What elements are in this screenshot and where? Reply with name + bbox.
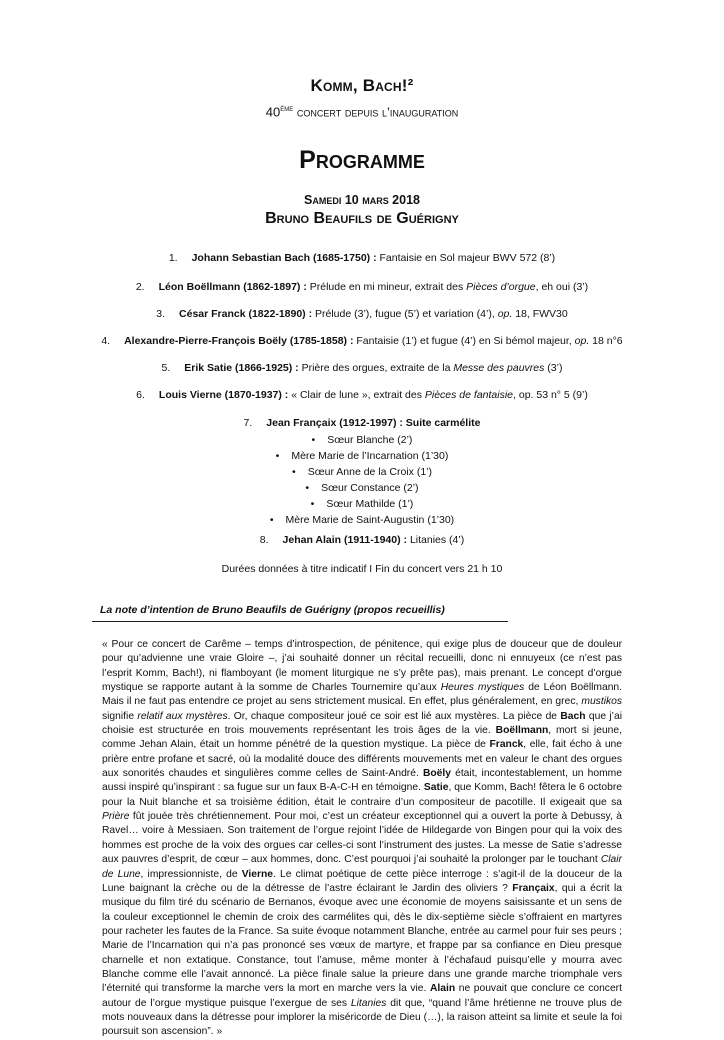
- text-run-italic: Clair de Lune: [102, 854, 622, 880]
- text-run: . Or, chaque compositeur joué ce soir est lié aux mystères. La pièce de: [227, 710, 561, 722]
- suite-movement: • Sœur Constance (2’): [0, 480, 724, 496]
- text-run-bold: Vierne: [241, 868, 274, 880]
- item-work-end: 18, FWV30: [512, 308, 568, 320]
- item-work: Prélude (3’), fugue (5’) et variation (4’),: [312, 308, 498, 320]
- item-number: 6.: [136, 389, 145, 401]
- programme-item-8: [0, 534, 724, 546]
- suite-movement: • Sœur Mathilde (1’): [0, 496, 724, 512]
- concert-title: Komm, Bach!²: [310, 76, 414, 95]
- programme-heading: Programme: [299, 146, 425, 174]
- text-run: ne pouvait que conclure ce concert autour de l’orgue mystique puisque l’exergue de ses: [102, 983, 622, 1009]
- item-work-end: , eh oui (3’): [535, 281, 589, 293]
- text-run: , que Komm, Bach! fêtera le 6 octobre pour la Nuit blanche et sa troisième édition, était le contraire d’un compositeur de pacotille. Il exigeait que sa: [102, 782, 622, 808]
- suite-movement: • Mère Marie de l’Incarnation (1’30): [0, 448, 724, 464]
- item-number: 7.: [243, 417, 253, 429]
- subtitle-ordinal: 40: [265, 104, 281, 120]
- item-number: 2.: [135, 281, 145, 293]
- item-work: Prélude en mi mineur, extrait des: [306, 281, 467, 293]
- item-work: « Clair de lune », extrait des: [288, 389, 425, 401]
- text-run-italic: relatif aux mystères: [137, 710, 228, 722]
- text-run-bold: Satie: [423, 782, 449, 794]
- programme-item-6: [0, 389, 724, 401]
- heading-divider: [92, 621, 508, 622]
- item-work: Fantaisie (1’) et fugue (4’) en Si bémol majeur,: [353, 335, 575, 347]
- text-run-italic: Heures mystiques: [440, 682, 525, 694]
- text-run: signifie: [102, 710, 138, 722]
- text-run: . Le climat poétique de cette pièce interroge : s’agit-il de la douceur de la Lune baignant la crèche ou de la détresse de l’astre éclairant le Jardin des oliviers ?: [102, 868, 623, 894]
- text-run-bold: Boëly: [422, 768, 451, 780]
- item-work: Fantaisie en Sol majeur BWV 572 (8’): [376, 252, 556, 264]
- text-run: , impressionniste, de: [140, 868, 242, 880]
- item-work-end: (3’): [544, 362, 563, 374]
- item-number: 8.: [259, 534, 269, 546]
- item-work-end: 18 n°6: [589, 335, 623, 347]
- text-run-bold: Françaix: [512, 882, 555, 894]
- text-run: que j’ai choisie est structurée en trois mouvements représentant les trois âges de la vie.: [102, 710, 622, 737]
- item-number: 5.: [161, 362, 171, 374]
- programme-item-4: [0, 335, 724, 347]
- item-number: 4.: [101, 335, 111, 347]
- text-run: était, incontestablement, un homme aussi inspiré qu’inspirant : sa fugue sur un faux B-A-C-H en témoigne.: [102, 768, 622, 794]
- text-run-bold: Boëllmann: [495, 725, 549, 737]
- programme-item-3: [0, 308, 724, 320]
- suite-movement-list: [0, 432, 724, 528]
- durations-note: Durées données à titre indicatif I Fin du concert vers 21 h 10: [221, 563, 503, 575]
- item-work-italic: op.: [497, 308, 513, 320]
- suite-movement: • Mère Marie de Saint-Augustin (1’30): [0, 512, 724, 528]
- item-work-end: , op. 53 n° 5 (9’): [513, 389, 588, 401]
- text-run-italic: Litanies: [350, 997, 387, 1009]
- item-composer: Erik Satie (1866-1925) :: [184, 362, 299, 374]
- programme-item-5: [0, 362, 724, 374]
- suite-movement: • Sœur Blanche (2’): [0, 432, 724, 448]
- text-run-bold: Bach: [560, 710, 586, 722]
- intent-heading: La note d’intention de Bruno Beaufils de Guérigny (propos recueillis): [100, 604, 445, 616]
- text-run-italic: mustikos: [581, 696, 622, 708]
- item-work: Prière des orgues, extraite de la: [298, 362, 454, 374]
- text-run: fût jouée très chrétiennement. Pour moi, c’est un créateur exceptionnel qui a ouvert la porte à Debussy, à Ravel… voire à Messiaen. Son traitement de l’orgue rejoint l’idée de Hildegarde von Bingen pour qui la voix des hommes est proche de la voix des orgues car celles-ci sont l’instrument des justes. La messe de Satie s’adresse aux pauvres d’esprit, de cœur – aux hommes, donc. C’est pourquoi j’ai souhaité la prolonger par le touchant: [102, 811, 622, 866]
- text-run-italic: Prière: [102, 811, 130, 823]
- item-composer: Louis Vierne (1870-1937) :: [158, 389, 289, 401]
- text-run: dit que, “quand l’âme hrétienne ne trouve plus de mots nouveaux dans la détresse pour implorer la miséricorde de Dieu (…), la raison atteint sa limite et seule la foi poursuit son ascension”. »: [102, 997, 622, 1038]
- text-run: « Pour ce concert de Carême – temps d’introspection, de pénitence, qui exige plus de douceur que de douleur pour qu’advienne une vraie Gloire –, j’ai souhaité donner un récital recueilli, donc ni ennuyeux (ce n’est pas l’esprit Komm, Bach!), ni flamboyant (le moment liturgique ne s’y prête pas), mais prenant. Le concept d’orgue mystique se rapporte autant à la somme de Charles Tournemire qu’aux: [102, 639, 622, 694]
- text-run: , mort si jeune, comme Jehan Alain, était un homme pénétré de la question mystique. La pièce de: [102, 725, 622, 751]
- performer-name: Bruno Beaufils de Guérigny: [265, 210, 459, 227]
- subtitle-superscript: ème: [280, 104, 294, 113]
- suite-movement: • Sœur Anne de la Croix (1’): [0, 464, 724, 480]
- concert-date: Samedi 10 mars 2018: [304, 193, 420, 207]
- text-run-bold: Franck: [489, 739, 524, 751]
- item-work-italic: Pièces d’orgue: [466, 281, 536, 293]
- programme-item-7: [0, 417, 724, 429]
- item-composer: Jehan Alain (1911-1940) :: [282, 534, 408, 546]
- subtitle-text: concert depuis l’inauguration: [293, 104, 459, 120]
- item-work-italic: Messe des pauvres: [453, 362, 545, 374]
- item-composer: Alexandre-Pierre-François Boëly (1785-1858) :: [124, 335, 354, 347]
- item-composer: Johann Sebastian Bach (1685-1750) :: [191, 252, 377, 264]
- item-composer: César Franck (1822-1890) :: [179, 308, 313, 320]
- intent-text: [102, 638, 622, 1040]
- item-work-italic: Pièces de fantaisie: [424, 389, 514, 401]
- item-composer: Jean Françaix (1912-1997) : Suite carmélite: [266, 417, 481, 429]
- text-run: , qui a écrit la musique du film tiré du scénario de Bernanos, évoque avec une économie de moyens saisissante et un sens de la couleur exceptionnel le chemin de croix des carmélites qui, dès le dix-septième siècle s’offraient en martyres pour racheter les fautes de la France. Sa suite évoque notamment Blanche, entrée au carmel pour fuir ses peurs ; Marie de l’Incarnation qui n’a pas prononcé ses vœux de martyre, et frappe par sa confiance en Dieu presque charnelle et non extatique. Constance, tout l’amuse, même monter à l’échafaud puisqu’elle y mourra avec Blanche comme elle l’avait annoncé. La pièce finale salue la prieure dans une grande marche triomphale vers l’éternité qui transforme la marche vers la mort en marche vers la vie.: [102, 882, 622, 995]
- concert-subtitle: [0, 104, 724, 119]
- text-run-bold: Alain: [429, 983, 456, 995]
- item-number: 1.: [168, 252, 178, 264]
- item-work: Litanies (4’): [407, 534, 465, 546]
- text-run: , elle, fait écho à une prière entre profane et sacré, où la modalité douce des différents mouvements met en valeur le chant des orgues aux sonorités chaudes et singulières comme celles de Saint-André.: [102, 739, 622, 780]
- programme-item-2: [0, 281, 724, 293]
- text-run: de Léon Boëllmann. Mais il ne faut pas entendre ce projet au sens strictement musical. En effet, plus généralement, en grec,: [102, 682, 623, 708]
- item-composer: Léon Boëllmann (1862-1897) :: [158, 281, 307, 293]
- item-number: 3.: [156, 308, 166, 320]
- programme-item-1: [0, 252, 724, 264]
- item-work-italic: op.: [574, 335, 590, 347]
